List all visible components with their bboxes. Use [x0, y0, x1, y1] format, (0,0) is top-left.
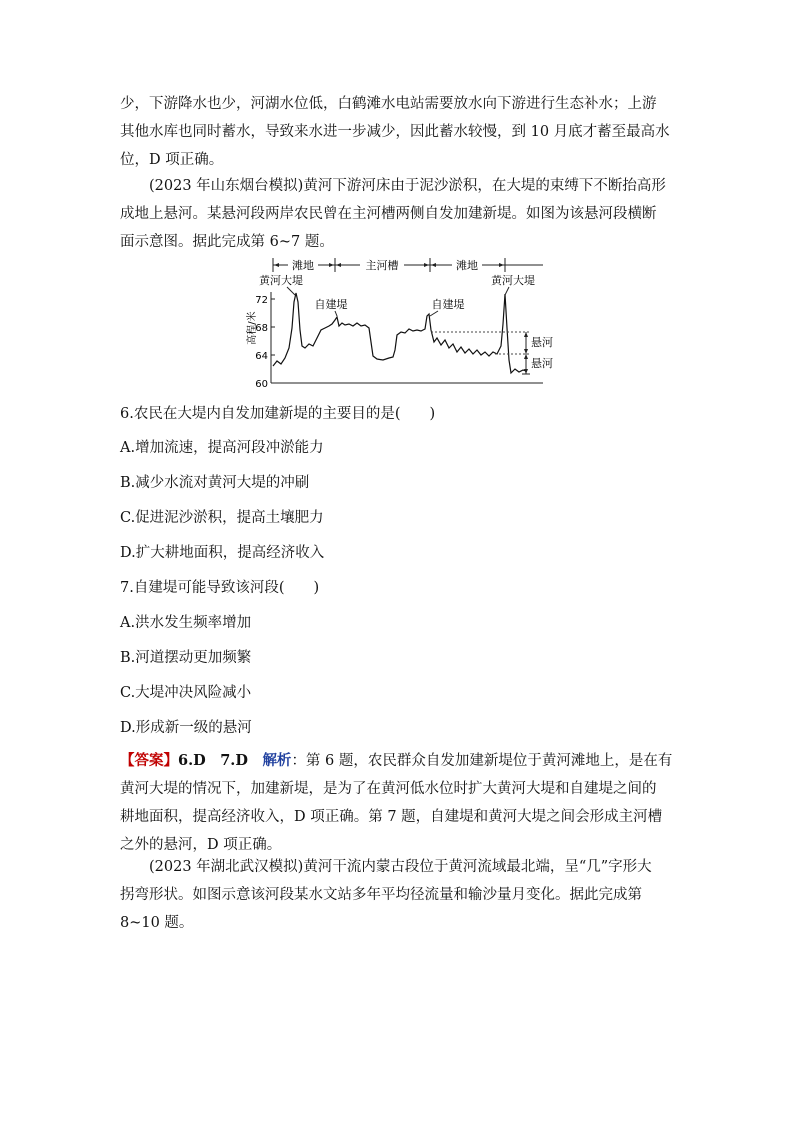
zone-label-floodplain-left: 滩地: [292, 259, 314, 272]
question-7-option-c: C.大堤冲决风险减小: [120, 685, 252, 701]
label-levee-left: 黄河大堤: [259, 274, 303, 287]
passage-8-10: [120, 853, 675, 937]
analysis-label: 解析: [262, 752, 292, 769]
label-hanging-river-lower: 悬河: [531, 357, 553, 370]
answer-tag: 【答案】: [120, 752, 178, 769]
passage2-line-3: 8~10 题。: [120, 915, 194, 931]
question-7-stem: 7.自建堤可能导致该河段( ): [120, 580, 320, 596]
ytick-72: 72: [255, 295, 268, 306]
label-levee-right: 黄河大堤: [491, 274, 535, 287]
question-6-option-a: A.增加流速，提高河段冲淤能力: [120, 440, 324, 456]
passage1-line-1: (2023 年山东烟台模拟)黄河下游河床由于泥沙淤积，在大堤的束缚下不断抬高形: [149, 178, 666, 194]
passage2-line-1: (2023 年湖北武汉模拟)黄河干流内蒙古段位于黄河流域最北端，呈“几”字形大: [149, 859, 652, 875]
intro-line-3: 位，D 项正确。: [120, 152, 224, 168]
label-self-dike-right: 自建堤: [431, 298, 465, 311]
question-6-option-c: C.促进泥沙淤积，提高土壤肥力: [120, 510, 324, 526]
passage-6-7: [120, 172, 675, 256]
question-6-option-d: D.扩大耕地面积，提高经济收入: [120, 545, 325, 561]
passage1-line-2: 成地上悬河。某悬河段两岸农民曾在主河槽两侧自发加建新堤。如图为该悬河段横断: [120, 206, 657, 222]
passage2-line-2: 拐弯形状。如图示意该河段某水文站多年平均径流量和输沙量月变化。据此完成第: [120, 887, 642, 903]
intro-paragraph: [120, 90, 675, 174]
question-7-option-d: D.形成新一级的悬河: [120, 720, 252, 736]
answer-letters: 6.D 7.D: [178, 752, 248, 769]
answer-line-3: 耕地面积，提高经济收入，D 项正确。第 7 题，自建堤和黄河大堤之间会形成主河槽: [120, 809, 663, 825]
question-6-stem: 6.农民在大堤内自发加建新堤的主要目的是( ): [120, 406, 436, 422]
question-6-option-b: B.减少水流对黄河大堤的冲刷: [120, 475, 310, 491]
answer-line-1: ：第 6 题，农民群众自发加建新堤位于黄河滩地上，是在有: [291, 753, 673, 769]
zone-label-floodplain-right: 滩地: [456, 259, 478, 272]
intro-line-1: 少，下游降水也少，河湖水位低，白鹤滩水电站需要放水向下游进行生态补水；上游: [120, 96, 657, 112]
passage1-line-3: 面示意图。据此完成第 6~7 题。: [120, 234, 334, 250]
label-self-dike-left: 自建堤: [314, 298, 348, 311]
ytick-68: 68: [255, 323, 268, 334]
ytick-64: 64: [255, 351, 268, 362]
y-axis-label: 高程/米: [247, 311, 258, 345]
ytick-60: 60: [255, 379, 268, 390]
label-hanging-river-upper: 悬河: [531, 336, 553, 349]
intro-line-2: 其他水库也同时蓄水，导致来水进一步减少，因此蓄水较慢，到 10 月底才蓄至最高水: [120, 124, 670, 140]
answer-line-2: 黄河大堤的情况下，加建新堤，是为了在黄河低水位时扩大黄河大堤和自建堤之间的: [120, 781, 657, 797]
cross-section-figure: [243, 250, 553, 390]
question-7-option-b: B.河道摆动更加频繁: [120, 650, 252, 666]
question-7-option-a: A.洪水发生频率增加: [120, 615, 252, 631]
terrain-profile: [273, 293, 527, 373]
answer-block: [120, 747, 675, 859]
zone-label-main-channel: 主河槽: [365, 259, 399, 272]
answer-line-4: 之外的悬河，D 项正确。: [120, 837, 282, 853]
